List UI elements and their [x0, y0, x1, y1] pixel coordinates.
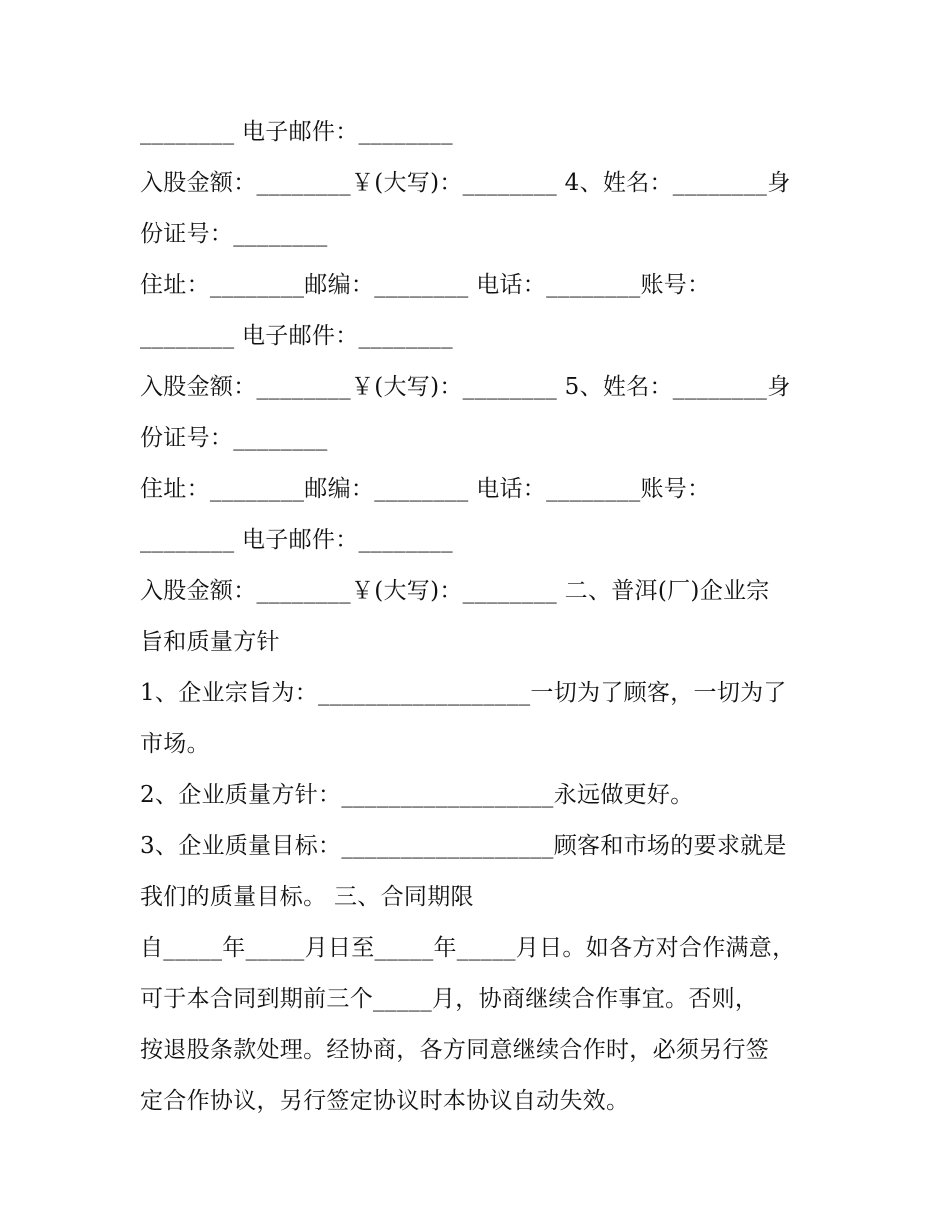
- document-body: [140, 107, 812, 1127]
- contract-term-line: 可于本合同到期前三个_____月，协商继续合作事宜。否则，: [140, 986, 759, 1012]
- quality-policy-line: 2、企业质量方针：__________________永远做更好。: [140, 782, 694, 808]
- contract-term-line: 定合作协议，另行签定协议时本协议自动失效。: [140, 1088, 630, 1114]
- contract-term-line: 自_____年_____月日至_____年_____月日。如各方对合作满意，: [140, 935, 796, 961]
- investment-amount-line: 入股金额：________￥(大写)：________ 5、姓名：________身: [140, 374, 791, 400]
- email-line: ________ 电子邮件：________: [140, 323, 453, 349]
- id-number-line: 份证号：________: [140, 425, 328, 451]
- quality-target-line: 3、企业质量目标：__________________顾客和市场的要求就是: [140, 833, 787, 859]
- id-number-line: 份证号：________: [140, 221, 328, 247]
- contract-term-line: 按退股条款处理。经协商，各方同意继续合作时，必须另行签: [140, 1037, 770, 1063]
- address-line: 住址：________邮编：________ 电话：________账号：: [140, 476, 711, 502]
- investment-amount-line: 入股金额：________￥(大写)：________ 二、普洱(厂)企业宗: [140, 578, 770, 604]
- section-heading-purpose: 旨和质量方针: [140, 629, 280, 655]
- address-line: 住址：________邮编：________ 电话：________账号：: [140, 272, 711, 298]
- email-line: ________ 电子邮件：________: [140, 527, 453, 553]
- email-line: ________ 电子邮件：________: [140, 119, 453, 145]
- enterprise-purpose-line: 1、企业宗旨为：__________________一切为了顾客，一切为了: [140, 680, 787, 706]
- enterprise-purpose-continued: 市场。: [140, 731, 210, 757]
- investment-amount-line: 入股金额：________￥(大写)：________ 4、姓名：________身: [140, 170, 791, 196]
- quality-target-continued: 我们的质量目标。 三、合同期限: [140, 884, 474, 910]
